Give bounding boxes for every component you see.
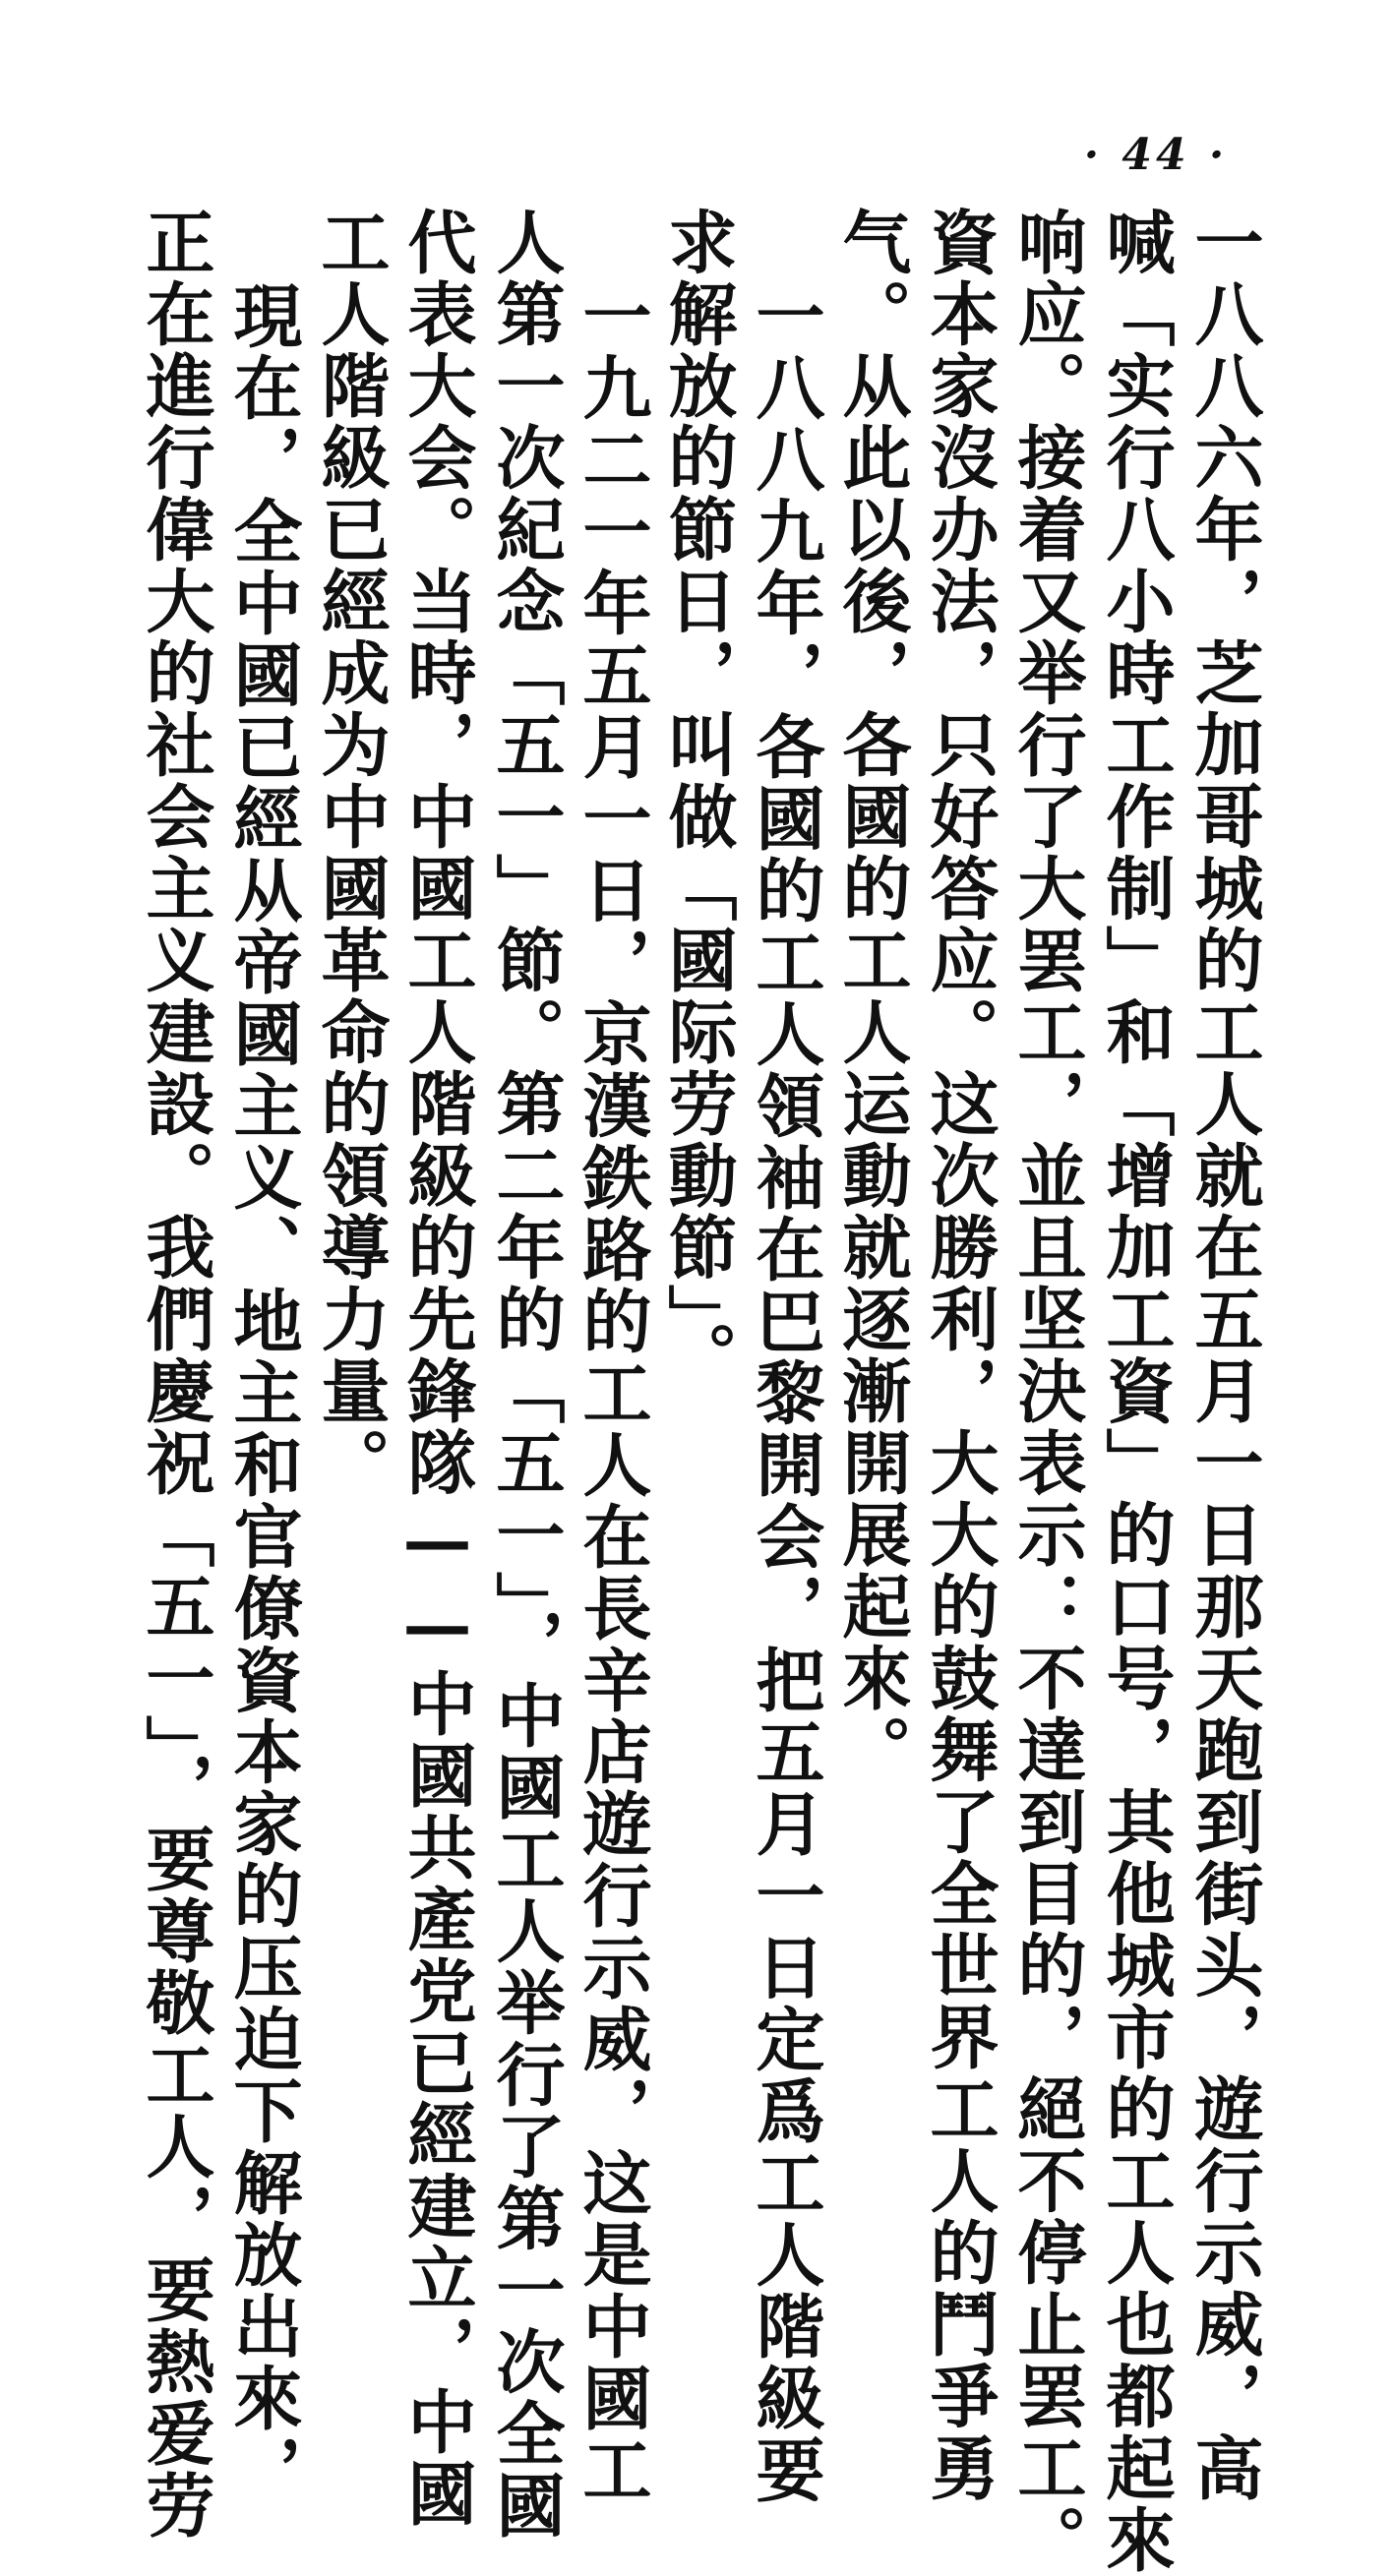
text-column-3: 响应。接着又举行了大罢工，並且坚決表示：不達到目的，絕不停止罢工。 xyxy=(1006,207,1088,2576)
text-column-1: 一八八六年，芝加哥城的工人就在五月一日那天跑到街头，遊行示威，高 xyxy=(1183,207,1265,2504)
page-number: · 44 · xyxy=(1083,130,1229,180)
text-column-13: 正在進行偉大的社会主义建設。我們慶祝「五一」，要尊敬工人，要熱爱劳 xyxy=(135,207,216,2542)
text-column-5: 气。从此以後，各國的工人运動就逐漸開展起來。 xyxy=(831,207,913,1786)
text-column-4: 資本家沒办法，只好答应。这次勝利，大大的鼓舞了全世界工人的鬥爭勇 xyxy=(919,207,1000,2504)
text-column-2: 喊「实行八小時工作制」和「增加工資」的口号，其他城市的工人也都起來 xyxy=(1095,207,1177,2576)
text-column-8: 一九二一年五月一日，京漢鉄路的工人在長辛店遊行示威，这是中國工 xyxy=(572,280,653,2506)
text-column-10: 代表大会。当時，中國工人階級的先鋒隊——中國共產党已經建立，中國 xyxy=(396,207,478,2530)
text-column-12: 現在，全中國已經从帝國主义、地主和官僚資本家的压迫下解放出來， xyxy=(222,280,304,2506)
text-column-7: 求解放的節日，叫做「國际劳動節」。 xyxy=(657,207,739,1393)
text-column-6: 一八八九年，各國的工人領袖在巴黎開会，把五月一日定爲工人階級要 xyxy=(745,280,826,2506)
text-column-11: 工人階級已經成为中國革命的領導力量。 xyxy=(310,207,392,1499)
text-column-9: 人第一次紀念「五一」節。第二年的「五一」，中國工人举行了第一次全國 xyxy=(485,207,567,2542)
